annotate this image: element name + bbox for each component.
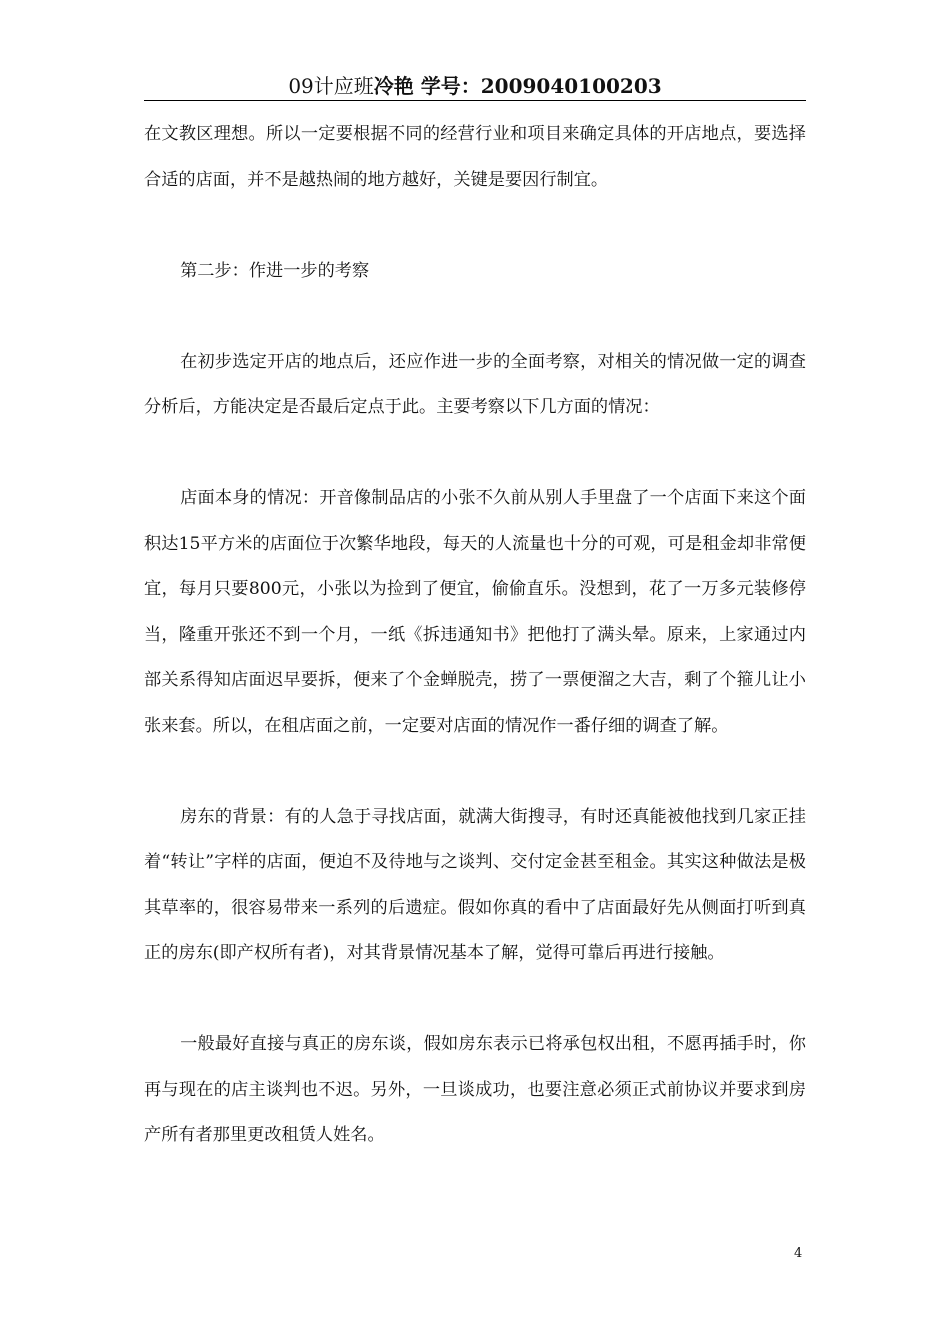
paragraph-continuation: 在文教区理想。所以一定要根据不同的经营行业和项目来确定具体的开店地点，要选择合适的店面，并不是越热闹的地方越好，关键是要因行制宜。 bbox=[144, 124, 806, 190]
page-header bbox=[144, 72, 806, 100]
paragraph-negotiate-with-landlord: 一般最好直接与真正的房东谈，假如房东表示已将承包权出租，不愿再插手时，你再与现在的店主谈判也不迟。另外，一旦谈成功，也要注意必须正式前协议并要求到房产所有者那里更改租赁人姓名。 bbox=[144, 1034, 806, 1145]
paragraph-storefront-condition: 店面本身的情况：开音像制品店的小张不久前从别人手里盘了一个店面下来这个面积达15平方米的店面位于次繁华地段，每天的人流量也十分的可观，可是租金却非常便宜，每月只要800元，小张以为捡到了便宜，偷偷直乐。没想到，花了一万多元装修停当，隆重开张还不到一个月，一纸《拆违通知书》把他打了满头晕。原来，上家通过内部关系得知店面迟早要拆，便来了个金蝉脱壳，捞了一票便溜之大吉，剩了个箍儿让小张来套。所以，在租店面之前，一定要对店面的情况作一番仔细的调查了解。 bbox=[144, 488, 806, 736]
paragraph-landlord-background: 房东的背景：有的人急于寻找店面，就满大街搜寻，有时还真能被他找到几家正挂着“转让”字样的店面，便迫不及待地与之谈判、交付定金甚至租金。其实这种做法是极其草率的，很容易带来一系列的后遗症。假如你真的看中了店面最好先从侧面打听到真正的房东(即产权所有者)，对其背景情况基本了解，觉得可靠后再进行接触。 bbox=[144, 806, 806, 963]
document-body bbox=[144, 112, 806, 1159]
paragraph-further-inspection: 在初步选定开店的地点后，还应作进一步的全面考察，对相关的情况做一定的调查分析后，方能决定是否最后定点于此。主要考察以下几方面的情况： bbox=[144, 351, 806, 417]
section-heading-step-two: 第二步：作进一步的考察 bbox=[180, 260, 370, 281]
header-class-name: 09计应班 bbox=[288, 74, 374, 98]
header-divider bbox=[144, 100, 806, 101]
page-number: 4 bbox=[794, 1246, 803, 1261]
header-author-and-student-id: 冷艳 学号：2009040100203 bbox=[373, 74, 662, 98]
